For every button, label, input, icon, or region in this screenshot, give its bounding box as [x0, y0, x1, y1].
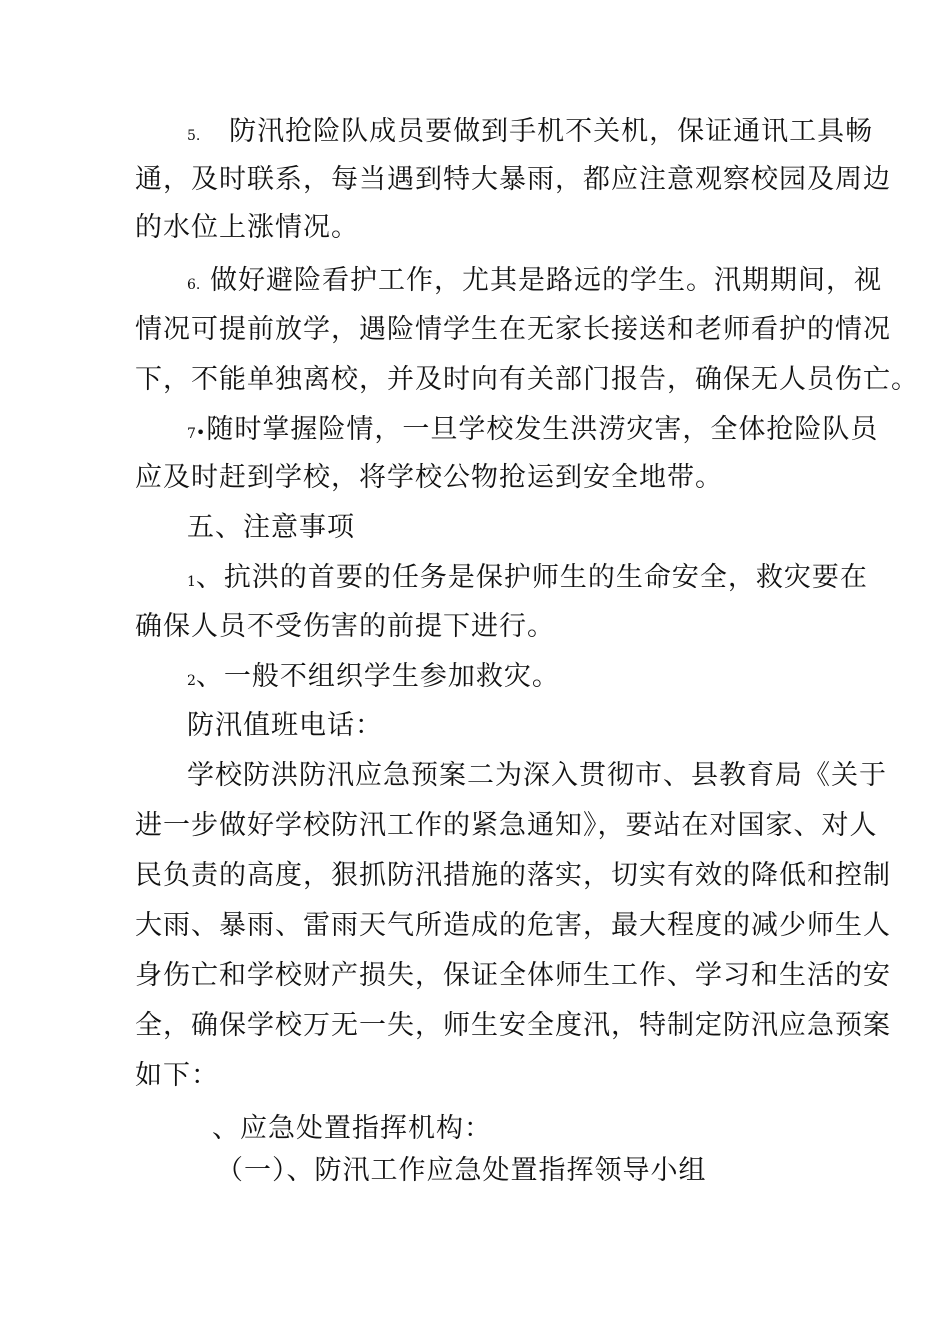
plan2-line-6: 全，确保学校万无一失，师生安全度汛，特制定防汛应急预案 [135, 1010, 891, 1041]
section-heading: 五、注意事项 [187, 512, 355, 543]
item-number: 6. [187, 277, 201, 293]
plan2-line-4: 大雨、暴雨、雷雨天气所造成的危害，最大程度的减少师生人 [135, 910, 891, 941]
plan2-line-1: 学校防洪防汛应急预案二为深入贯彻市、县教育局《关于 [187, 760, 887, 791]
plan2-line-7: 如下： [135, 1060, 219, 1091]
item-number: 1 [187, 574, 196, 590]
item-5-line-2: 通，及时联系，每当遇到特大暴雨，都应注意观察校园及周边 [135, 164, 891, 195]
item-number: 7 [187, 426, 196, 442]
note-2-line-1 [187, 661, 560, 697]
org-heading: 、应急处置指挥机构： [212, 1113, 492, 1144]
item-6-line-1 [187, 265, 882, 301]
duty-phone-label: 防汛值班电话： [187, 710, 383, 741]
note-1-line-1 [187, 562, 868, 598]
item-7-line-2: 应及时赶到学校，将学校公物抢运到安全地带。 [135, 462, 723, 493]
plan2-line-3: 民负责的高度，狠抓防汛措施的落实，切实有效的降低和控制 [135, 860, 891, 891]
item-5-line-1 [187, 116, 873, 152]
item-text: 做好避险看护工作，尤其是路远的学生。汛期期间，视 [209, 265, 882, 296]
plan2-line-5: 身伤亡和学校财产损失，保证全体师生工作、学习和生活的安 [135, 960, 891, 991]
item-6-line-2: 情况可提前放学，遇险情学生在无家长接送和老师看护的情况 [135, 314, 891, 345]
item-number: 2 [187, 673, 196, 689]
item-7-line-1 [187, 414, 878, 450]
org-subheading: （一）、防汛工作应急处置指挥领导小组 [216, 1155, 707, 1186]
item-5-line-3: 的水位上涨情况。 [135, 212, 359, 243]
item-text: 防汛抢险队成员要做到手机不关机，保证通讯工具畅 [229, 116, 874, 147]
note-1-line-2: 确保人员不受伤害的前提下进行。 [135, 611, 555, 642]
item-text: 、一般不组织学生参加救灾。 [195, 661, 560, 692]
item-text: 随时掌握险情，一旦学校发生洪涝灾害，全体抢险队员 [206, 414, 879, 445]
item-number: 5. [187, 128, 201, 144]
bullet-glyph: • [195, 423, 207, 442]
item-6-line-3: 下，不能单独离校，并及时向有关部门报告，确保无人员伤亡。 [135, 364, 919, 395]
item-text: 、抗洪的首要的任务是保护师生的生命安全，救灾要在 [195, 562, 868, 593]
plan2-line-2: 进一步做好学校防汛工作的紧急通知》，要站在对国家、对人 [135, 810, 878, 841]
